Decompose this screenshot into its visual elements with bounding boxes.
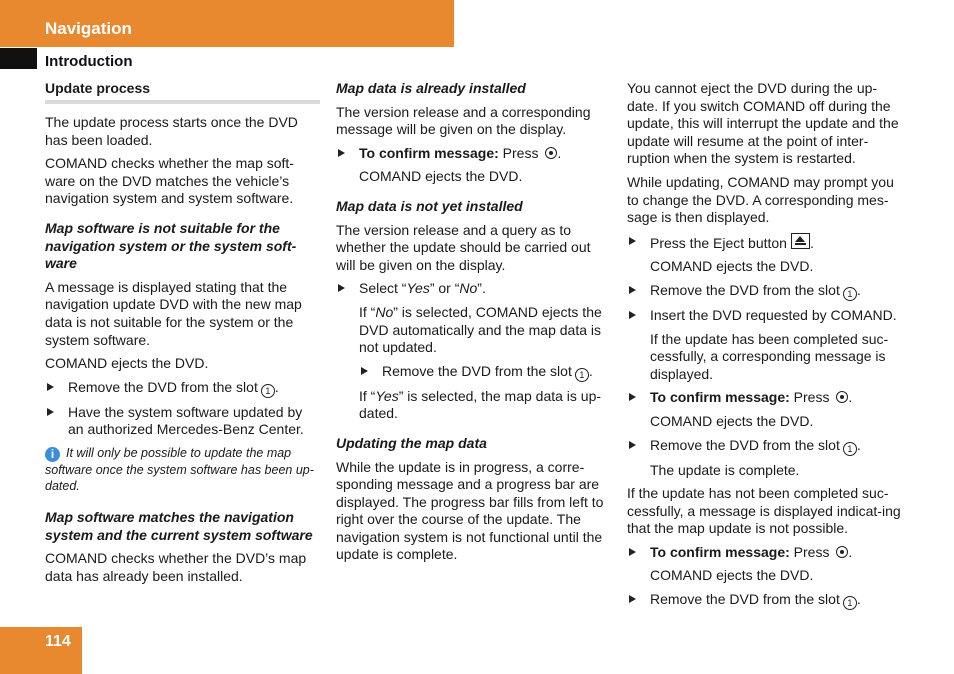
subheading-not-suitable: Map software is not suitable for the navigation system or the system soft-ware: [45, 219, 297, 272]
page-number: 114: [45, 633, 71, 650]
slot-number-icon: 1: [261, 384, 275, 398]
column-3: [627, 80, 905, 616]
step-update-software: Have the system software updated by an authorized Mercedes-Benz Center.: [45, 404, 320, 439]
slot-number-icon: 1: [843, 442, 857, 456]
subheading-updating: Updating the map data: [336, 434, 487, 451]
paragraph: The update process starts once the DVD has been loaded.: [45, 114, 298, 148]
step-select-yes-no: Select “Yes” or “No”.: [336, 280, 612, 298]
column-2: [336, 80, 612, 570]
result-text: COMAND ejects the DVD.: [650, 567, 814, 584]
step-confirm-message: To confirm message: Press .: [627, 389, 905, 407]
section-title: Introduction: [45, 53, 133, 70]
paragraph: You cannot eject the DVD during the up-date. If you switch COMAND off during the update, this will interrupt the update and the update will resume at the point of inter-ruption when the system is restarted.: [627, 80, 899, 167]
slot-number-icon: 1: [843, 287, 857, 301]
paragraph: COMAND checks whether the DVD’s map data has already been installed.: [45, 550, 307, 584]
result-yes-selected: If “Yes” is selected, the map data is up-dated.: [359, 387, 602, 422]
controller-knob-icon: [836, 391, 848, 403]
eject-icon: [791, 233, 810, 249]
step-remove-dvd: Remove the DVD from the slot 1 .: [359, 363, 612, 382]
slot-number-icon: 1: [575, 368, 589, 382]
paragraph: The version release and a query as to whether the update should be carried out will be given on the display.: [336, 221, 591, 273]
subheading-matches: Map software matches the navigation system and the current system software: [45, 508, 313, 543]
controller-knob-icon: [545, 147, 557, 159]
subheading-already-installed: Map data is already installed: [336, 80, 526, 96]
paragraph: If the update has not been completed suc-cessfully, a message is displayed indicat-ing that the map update is not possible.: [627, 485, 901, 537]
result-text: COMAND ejects the DVD.: [359, 168, 523, 185]
update-process-heading: Update process: [45, 80, 320, 104]
step-confirm-message: To confirm message: Press .: [336, 145, 612, 163]
step-remove-dvd: Remove the DVD from the slot 1 .: [45, 379, 320, 398]
page-header-title: Navigation: [45, 19, 132, 38]
column-1: [45, 80, 320, 591]
step-insert-dvd: Insert the DVD requested by COMAND.: [627, 307, 905, 325]
result-text: COMAND ejects the DVD.: [650, 258, 814, 275]
subheading-not-installed: Map data is not yet installed: [336, 197, 523, 214]
section-marker: [0, 48, 37, 69]
step-remove-dvd: Remove the DVD from the slot 1 .: [627, 591, 905, 610]
paragraph: A message is displayed stating that the navigation update DVD with the new map data is not suitable for the system or the system software.: [45, 278, 302, 348]
result-text: The update is complete.: [650, 461, 800, 478]
paragraph: While updating, COMAND may prompt you to change the DVD. A corresponding mes-sage is then displayed.: [627, 173, 894, 226]
step-confirm-message: To confirm message: Press .: [627, 544, 905, 562]
paragraph: COMAND checks whether the map soft-ware on the DVD matches the vehicle’s navigation system and system software.: [45, 155, 294, 207]
result-text: If the update has been completed suc-cessfully, a corresponding message is displayed.: [650, 330, 889, 382]
paragraph: COMAND ejects the DVD.: [45, 355, 209, 372]
info-note: i It will only be possible to update the map software once the system software has been up-dated.: [45, 445, 314, 494]
paragraph: The version release and a corresponding message will be given on the display.: [336, 103, 591, 138]
slot-number-icon: 1: [843, 596, 857, 610]
result-text: COMAND ejects the DVD.: [650, 412, 814, 429]
controller-knob-icon: [836, 546, 848, 558]
step-press-eject: Press the Eject button .: [627, 233, 905, 253]
step-remove-dvd: Remove the DVD from the slot 1 .: [627, 437, 905, 456]
paragraph: While the update is in progress, a corre-sponding message and a progress bar are displayed. The progress bar fills from left to right over the course of the update. The navigation system is not functional until the update is complete.: [336, 458, 604, 563]
info-icon: i: [45, 447, 60, 462]
result-no-selected: If “No” is selected, COMAND ejects the DVD automatically and the map data is not updated.: [359, 303, 602, 356]
step-remove-dvd: Remove the DVD from the slot 1 .: [627, 282, 905, 301]
